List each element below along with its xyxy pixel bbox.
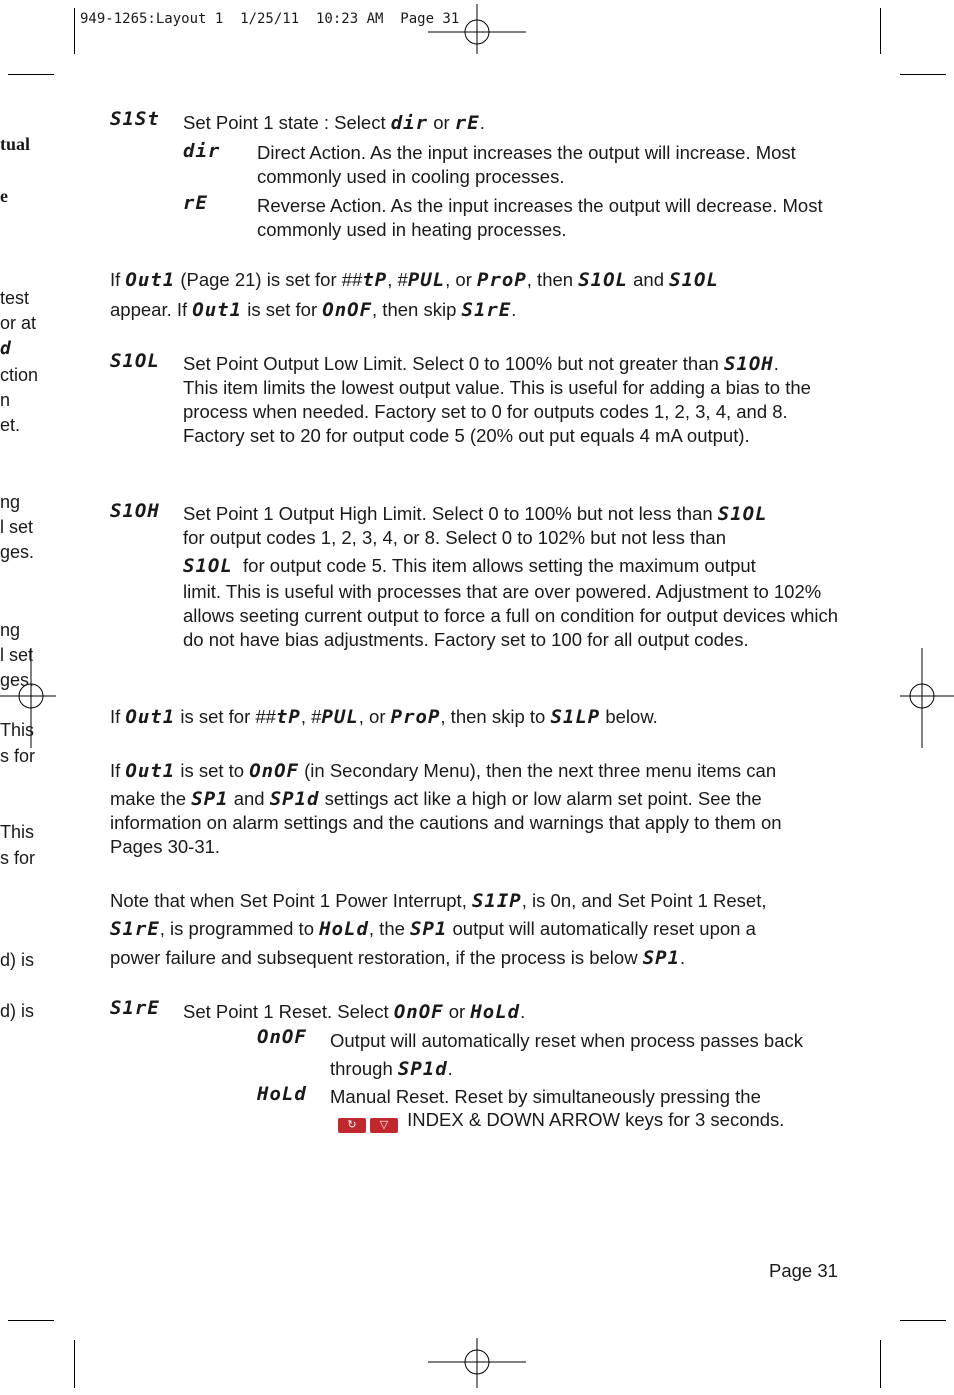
page-number: Page 31 (769, 1260, 838, 1281)
s1oh-body: limit. This is useful with processes that are over powered. Adjustment to 102% allows seeting current output to force a full on condition for output devices which do not have bias adjustments. Factory set to 100 for all output codes. (183, 581, 839, 650)
index-key-icon: ↻ (338, 1118, 366, 1133)
re-text: Reverse Action. As the input increases the output will decrease. Most commonly used in heating processes. (257, 195, 823, 240)
s1ol-code: S1OL (110, 350, 160, 372)
registration-crosshair-icon (428, 1338, 528, 1388)
print-header: 949-1265:Layout 1 1/25/11 10:23 AM Page 31 (80, 11, 460, 27)
s1st-desc: Set Point 1 state : Select dir or rE. (183, 112, 485, 134)
s1st-code: S1St (110, 108, 160, 130)
skip-paragraph: If Out1 is set for ##tP, #PUL, or ProP, then skip to S1LP below. (110, 706, 658, 728)
s1oh-code: S1OH (110, 500, 160, 522)
dir-text: Direct Action. As the input increases the output will increase. Most commonly used in cooling processes. (257, 142, 796, 187)
onof-code: OnOF (257, 1026, 307, 1048)
s1ol-body: This item limits the lowest output value. This is useful for adding a bias to the process when needed. Factory set to 0 for outputs codes 1, 2, 3, 4, and 8. Factory set to 20 for output code 5 (20% out put equals 4 mA output). (183, 377, 811, 446)
down-arrow-key-icon: ▽ (370, 1118, 398, 1133)
s1re-code: S1rE (110, 997, 160, 1019)
registration-crosshair-icon (898, 648, 954, 748)
hold-code: HoLd (257, 1083, 307, 1105)
re-code: rE (183, 192, 208, 214)
dir-code: dir (183, 140, 221, 162)
